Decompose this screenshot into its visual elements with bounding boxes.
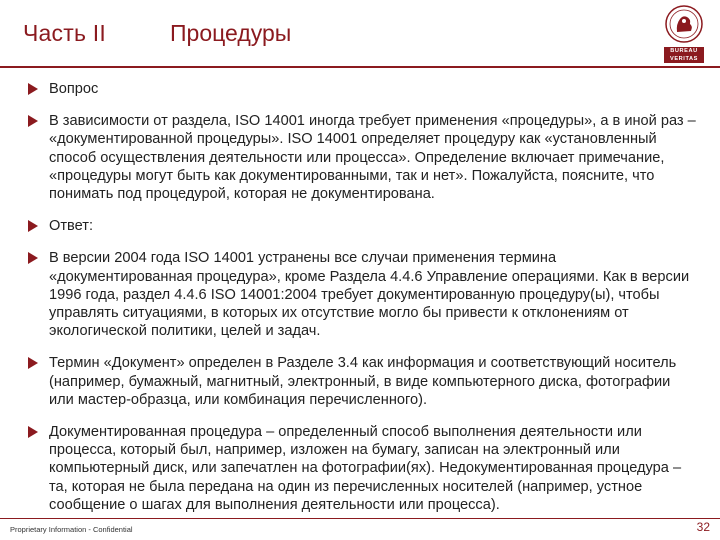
slide-header — [0, 0, 720, 66]
bullet-arrow-icon — [28, 83, 38, 95]
bullet-answer-version — [28, 249, 698, 340]
bullet-arrow-icon — [28, 220, 38, 232]
logo-band — [664, 47, 704, 63]
part-title: Часть II — [23, 20, 106, 46]
bullet-text: Документированная процедура – определенный способ выполнения деятельности или процесса, который был, например, изложен на бумагу, записан на электронный или компьютерный диск, или запечатлен на фотографии(ях). Недокументированная процедура – та, которая не была передана на один из перечисленных носителей (например, устное сообщение о шагах для выполнения деятельности или процесса). — [49, 424, 682, 513]
bullet-arrow-icon — [28, 426, 38, 438]
bullet-procedure-definition — [28, 423, 698, 514]
bullet-question-text — [28, 112, 698, 203]
footer-divider — [0, 518, 720, 519]
bullet-document-definition — [28, 354, 698, 409]
bullet-text: Ответ: — [49, 218, 93, 235]
bullet-question-label — [28, 80, 698, 98]
bullet-text: В версии 2004 года ISO 14001 устранены все случаи применения термина «документированная процедура», кроме Раздела 4.4.6 Управление операциями. Как в версии 1996 года, раздел 4.4.6 ISO 14001:2004 требует документированную процедуру(ы), чтобы управлять ситуациями, в которых их отсутствие могло бы привести к отклонениям от экологической политики, целей и задач. — [49, 250, 690, 340]
bullet-arrow-icon — [28, 252, 38, 264]
bullet-arrow-icon — [28, 357, 38, 369]
bullet-text: Вопрос — [49, 81, 99, 97]
slide-title: Процедуры — [170, 20, 292, 46]
bullet-answer-label — [28, 217, 698, 235]
logo-text-bureau: BUREAU — [670, 48, 698, 54]
header-divider — [0, 66, 720, 68]
bullet-text: Термин «Документ» определен в Разделе 3.4 как информация и соответствующий носитель (например, бумажный, магнитный, электронный, в виде компьютерного диска, фотографии или мастер-образца, или комбинация перечисленного). — [49, 355, 677, 408]
bullet-text: В зависимости от раздела, ISO 14001 иногда требует применения «процедуры», а в иной раз – «документированной процедуры». ISO 14001 определяет процедуру как «установленный способ осуществления деятельности или процесса». Определение включает примечание, «процедуры могут быть как документированными, так и нет». Пожалуйста, поясните, что понимать под процедурой, которая не документирована. — [49, 113, 696, 203]
bullet-list — [28, 80, 698, 528]
confidentiality-note: Proprietary Information - Confidential — [10, 525, 133, 534]
bureau-veritas-logo — [664, 4, 704, 66]
logo-text-veritas: VERITAS — [669, 56, 699, 62]
bullet-arrow-icon — [28, 115, 38, 127]
lion-emblem-icon — [664, 4, 704, 44]
page-number: 32 — [696, 520, 710, 534]
